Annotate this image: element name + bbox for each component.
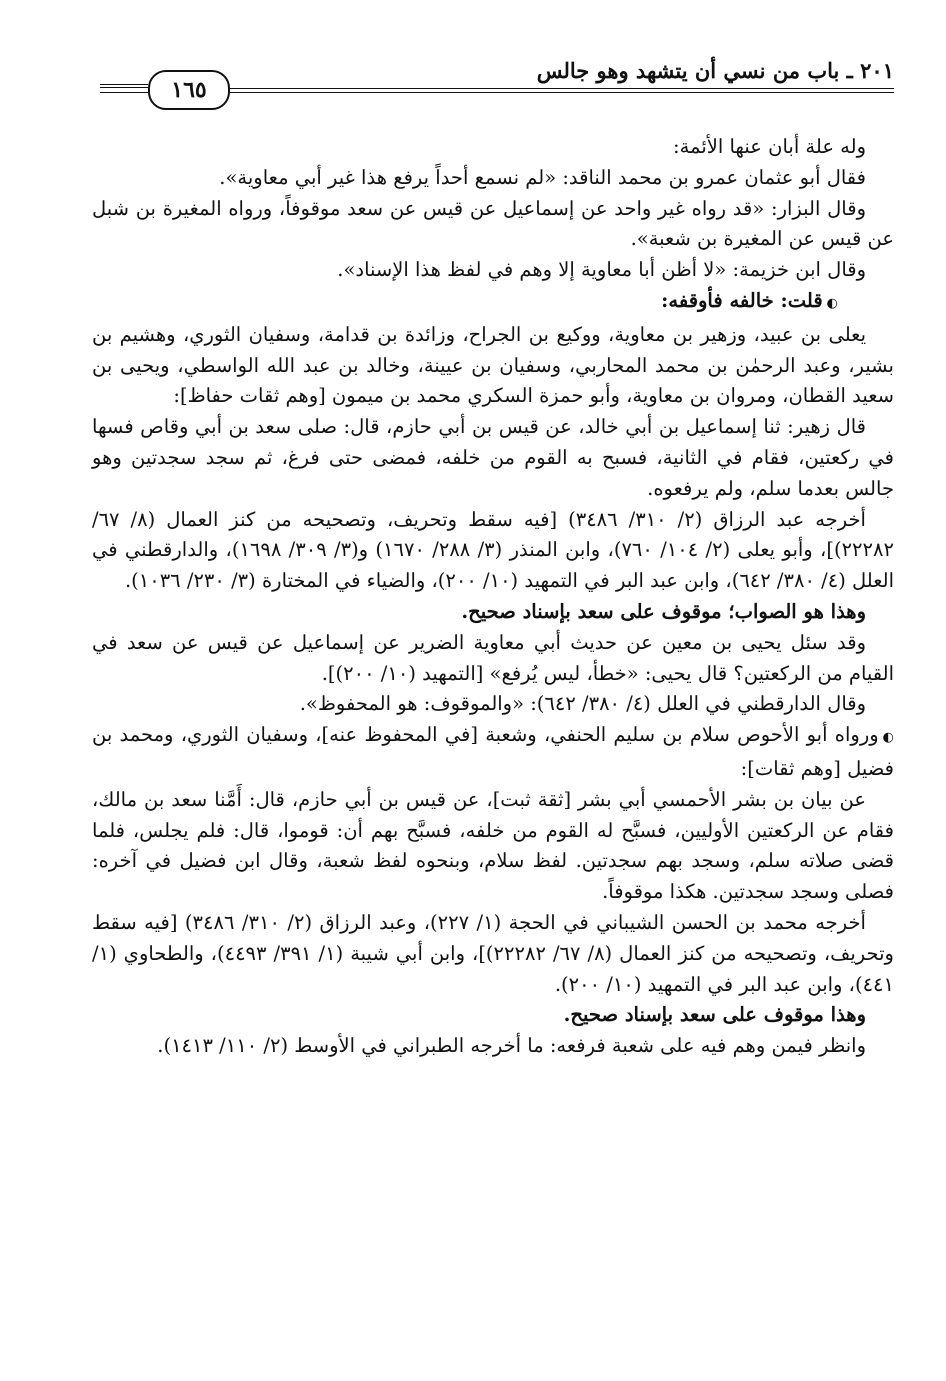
paragraph <box>92 597 894 628</box>
section-marker-icon: ◐ <box>882 730 894 746</box>
paragraph-text: ورواه أبو الأحوص سلام بن سليم الحنفي، وشعبة [في المحفوظ عنه]، وسفيان الثوري، ومحمد بن فضيل [وهم ثقات]: <box>92 723 894 780</box>
paragraph <box>92 163 894 194</box>
paragraph <box>92 908 894 1000</box>
paragraph-text: عن بيان بن بشر الأحمسي أبي بشر [ثقة ثبت]، عن قيس بن أبي حازم، قال: أَمَّنا سعد بن مالك، فقام عن الركعتين الأوليين، فسبَّح له القوم من خلفه، فسبَّح بهم أن: قوموا، قال: فلم يجلس، فلما قضى صلاته سلم، وسجد بهم سجدتين. لفظ سلام، وبنحوه لفظ شعبة، وقال ابن فضيل في آخره: فصلى وسجد سجدتين. هكذا موقوفاً. <box>92 787 894 904</box>
paragraph <box>92 1031 894 1062</box>
paragraph <box>92 320 894 412</box>
paragraph-text: وقال الدارقطني في العلل (٤/ ٣٨٠/ ٦٤٢): «والموقوف: هو المحفوظ». <box>299 692 866 716</box>
chapter-title: ٢٠١ ـ باب من نسي أن يتشهد وهو جالس <box>536 58 894 83</box>
paragraph <box>92 255 894 286</box>
paragraph-text: أخرجه عبد الرزاق (٢/ ٣١٠/ ٣٤٨٦) [فيه سقط وتحريف، وتصحيحه من كنز العمال (٨/ ٦٧/ ٢٢٢٨٢)]، وأبو يعلى (٢/ ١٠٤/ ٧٦٠)، وابن المنذر (٣/ ٢٨٨/ ١٦٧٠) و(٣/ ٣٠٩/ ١٦٩٨)، والدارقطني في العلل (٤/ ٣٨٠/ ٦٤٢)، وابن عبد البر في التمهيد (١٠/ ٢٠٠)، والضياء في المختارة (٣/ ٢٣٠/ ١٠٣٦). <box>92 507 894 593</box>
paragraph <box>92 505 894 597</box>
paragraph <box>92 785 894 908</box>
paragraph <box>92 132 894 163</box>
paragraph-text: وانظر فيمن وهم فيه على شعبة فرفعه: ما أخرجه الطبراني في الأوسط (٢/ ١١٠/ ١٤١٣). <box>157 1034 866 1058</box>
page-number-frame <box>148 70 230 110</box>
paragraph-text: وقال ابن خزيمة: «لا أظن أبا معاوية إلا وهم في لفظ هذا الإسناد». <box>337 258 866 282</box>
paragraph-text: وهذا هو الصواب؛ موقوف على سعد بإسناد صحيح. <box>461 599 866 623</box>
paragraph-text: فقال أبو عثمان عمرو بن محمد الناقد: «لم نسمع أحداً يرفع هذا غير أبي معاوية». <box>219 165 866 189</box>
paragraph-text: قال زهير: ثنا إسماعيل بن أبي خالد، عن قيس بن أبي حازم، قال: صلى سعد بن أبي وقاص فسها في ركعتين، فقام في الثانية، فسبح به القوم من خلفه، فمضى حتى فرغ، ثم سجد سجدتين وهو جالس بعدما سلم، ولم يرفعوه. <box>92 415 894 500</box>
paragraph <box>92 286 894 320</box>
paragraph-text: وقد سئل يحيى بن معين عن حديث أبي معاوية الضرير عن إسماعيل عن قيس عن سعد في القيام من الركعتين؟ قال يحيى: «خطأ، ليس يُرفع» [التمهيد (١٠/ ٢٠٠)]. <box>92 630 894 685</box>
paragraph-text: وقال البزار: «قد رواه غير واحد عن إسماعيل عن قيس عن سعد موقوفاً، ورواه المغيرة بن شبل عن قيس عن المغيرة بن شعبة». <box>92 196 894 251</box>
paragraph <box>92 194 894 256</box>
page-header <box>96 56 894 103</box>
paragraph <box>92 412 894 504</box>
paragraph <box>92 689 894 720</box>
page-number: ١٦٥ <box>171 77 207 103</box>
paragraph <box>92 720 894 785</box>
header-rule <box>214 88 894 93</box>
paragraph-text: وله علة أبان عنها الأئمة: <box>673 135 866 158</box>
paragraph <box>92 1000 894 1031</box>
section-marker-icon: ◐ <box>826 295 838 311</box>
paragraph-text: قلت: خالفه فأوقفه: <box>661 288 823 312</box>
paragraph-text: أخرجه محمد بن الحسن الشيباني في الحجة (١/ ٢٢٧)، وعبد الرزاق (٢/ ٣١٠/ ٣٤٨٦) [فيه سقط وتحريف، وتصحيحه من كنز العمال (٨/ ٦٧/ ٢٢٢٨٢)]، وابن أبي شيبة (١/ ٣٩١/ ٤٤٩٣)، والطحاوي (١/ ٤٤١)، وابن عبد البر في التمهيد (١٠/ ٢٠٠). <box>92 910 894 996</box>
paragraph-text: يعلى بن عبيد، وزهير بن معاوية، ووكيع بن الجراح، وزائدة بن قدامة، وسفيان الثوري، وهشيم بن بشير، وعبد الرحمٰن بن محمد المحاربي، وسفيان بن عيينة، وخالد بن عبد الله الواسطي، ويحيى بن سعيد القطان، ومروان بن معاوية، وأبو حمزة السكري محمد بن ميمون [وهم ثقات حفاظ]: <box>92 322 894 408</box>
paragraph-text: وهذا موقوف على سعد بإسناد صحيح. <box>563 1003 866 1027</box>
page-body <box>92 132 894 1062</box>
paragraph <box>92 628 894 690</box>
header-ornament-lines <box>100 84 148 93</box>
